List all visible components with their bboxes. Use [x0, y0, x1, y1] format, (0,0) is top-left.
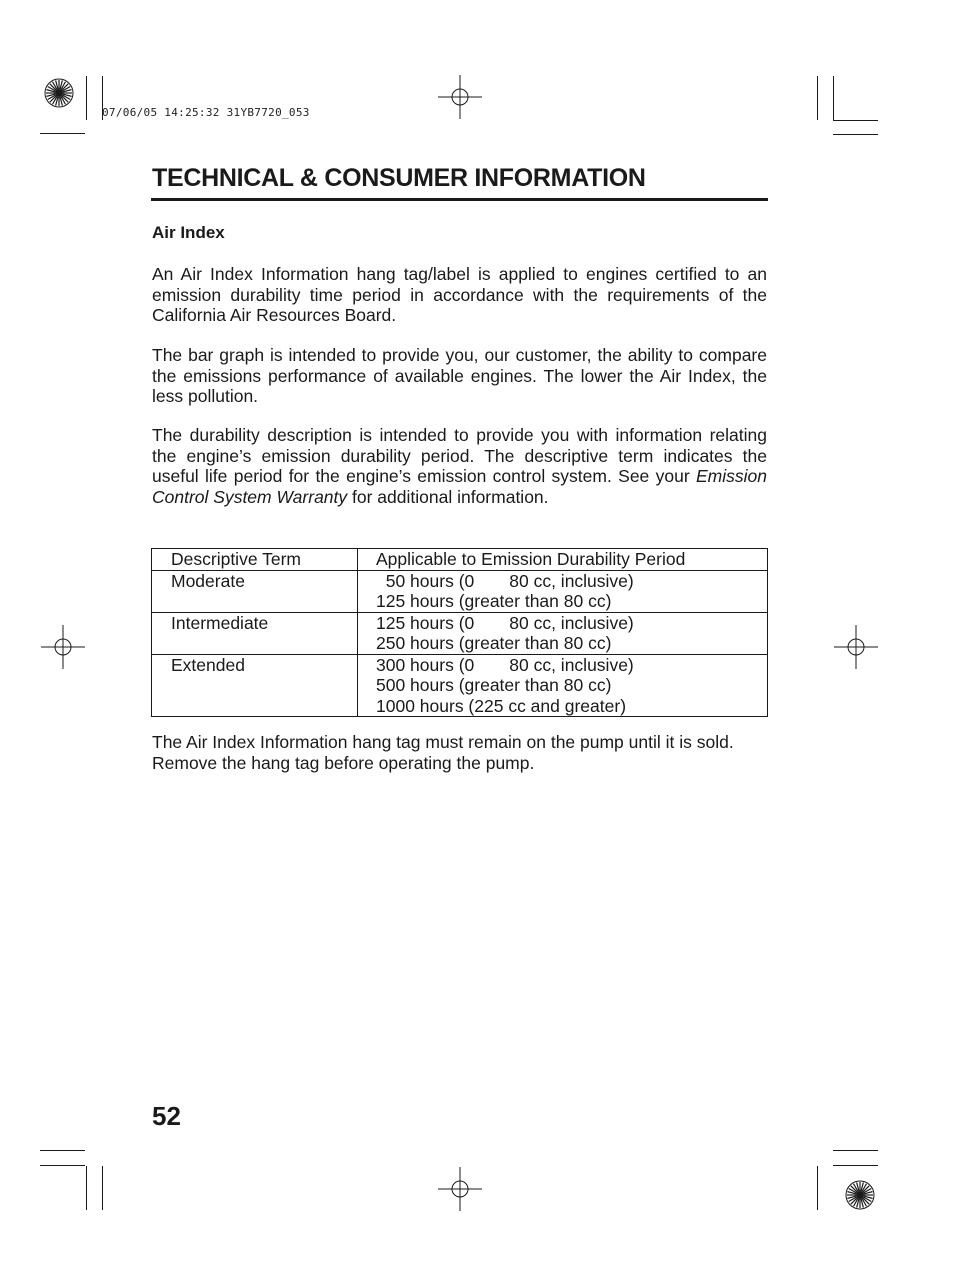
- title-divider: [151, 198, 768, 201]
- period-line: 300 hours (0 80 cc, inclusive): [376, 654, 634, 675]
- crop-mark: [817, 76, 818, 120]
- period-line: 50 hours (0 80 cc, inclusive): [376, 570, 634, 591]
- period-line: 125 hours (0 80 cc, inclusive): [376, 612, 634, 633]
- crop-mark: [40, 1165, 85, 1166]
- table-header-row: [152, 549, 768, 571]
- crop-mark: [102, 1166, 103, 1210]
- section-heading: Air Index: [152, 223, 225, 242]
- table-row: [152, 654, 768, 717]
- page-title: TECHNICAL & CONSUMER INFORMATION: [152, 164, 646, 192]
- bar-graph-paragraph: The bar graph is intended to provide you, our customer, the ability to compare the emissions performance of available engines. The lower the Air Index, the less pollution.: [152, 345, 767, 406]
- starburst-registration-icon: [845, 1180, 875, 1210]
- period-line: 125 hours (greater than 80 cc): [376, 591, 612, 611]
- print-timestamp: 07/06/05 14:25:32 31YB7720_053: [102, 106, 310, 119]
- crosshair-registration-icon: [40, 624, 86, 670]
- period-cell: [358, 570, 768, 612]
- crop-mark: [833, 76, 834, 120]
- intro-paragraph: An Air Index Information hang tag/label is applied to engines certified to an emission durability time period in accordance with the requirements of the California Air Resources Board.: [152, 264, 767, 325]
- crop-mark: [833, 1165, 878, 1166]
- period-cell: [358, 612, 768, 654]
- column-header-term: Descriptive Term: [152, 549, 358, 571]
- crosshair-registration-icon: [437, 1166, 483, 1212]
- crop-mark: [86, 76, 87, 120]
- table-row: [152, 612, 768, 654]
- starburst-registration-icon: [44, 78, 74, 108]
- term-cell: Intermediate: [152, 612, 358, 654]
- term-cell: Moderate: [152, 570, 358, 612]
- term-cell: Extended: [152, 654, 358, 717]
- page-number: 52: [152, 1101, 181, 1131]
- crop-mark: [833, 1150, 878, 1151]
- crop-mark: [40, 133, 85, 134]
- durability-text: The durability description is intended to provide you with information relating the engine’s emission durability period. The descriptive term indicates the useful life period for the engine’s emission control system. See your: [152, 425, 767, 486]
- period-line: 500 hours (greater than 80 cc): [376, 675, 612, 695]
- period-line: 1000 hours (225 cc and greater): [376, 695, 627, 716]
- durability-table: [151, 548, 768, 717]
- crop-mark: [833, 134, 878, 135]
- durability-text-end: for additional information.: [347, 486, 549, 507]
- period-line: 250 hours (greater than 80 cc): [376, 633, 612, 653]
- warranty-reference: Emission Control System Warranty: [152, 466, 767, 507]
- crop-mark: [833, 120, 878, 121]
- table-row: [152, 570, 768, 612]
- period-cell: [358, 654, 768, 717]
- crop-mark: [86, 1166, 87, 1210]
- closing-paragraph: The Air Index Information hang tag must remain on the pump until it is sold. Remove the hang tag before operating the pump.: [152, 732, 734, 773]
- column-header-period: Applicable to Emission Durability Period: [358, 549, 768, 571]
- crosshair-registration-icon: [437, 74, 483, 120]
- crop-mark: [817, 1166, 818, 1210]
- crosshair-registration-icon: [833, 624, 879, 670]
- durability-paragraph: [152, 425, 767, 507]
- crop-mark: [40, 1150, 85, 1151]
